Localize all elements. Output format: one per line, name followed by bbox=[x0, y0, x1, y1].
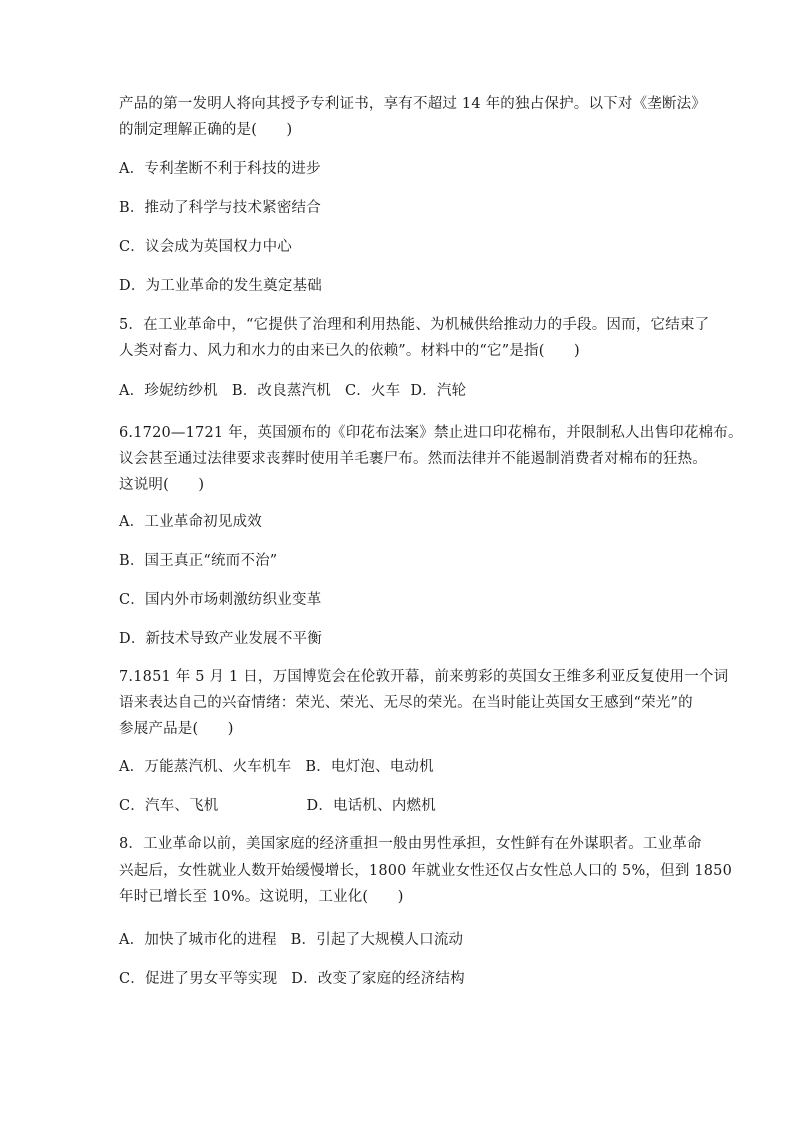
question-4-option-a: A．专利垄断不利于科技的进步 bbox=[119, 161, 321, 177]
question-8-option-a: A．加快了城市化的进程 bbox=[119, 932, 277, 948]
question-7-stem-line-1: 7.1851 年 5 月 1 日，万国博览会在伦敦开幕，前来剪彩的英国女王维多利亚反复使用一个词 bbox=[119, 669, 729, 685]
question-7-options-row-1 bbox=[119, 757, 434, 777]
question-8-option-b: B．引起了大规模人口流动 bbox=[290, 932, 464, 948]
question-5-options bbox=[119, 381, 466, 401]
question-8-stem-line-2: 兴起后，女性就业人数开始缓慢增长，1800 年就业女性还仅占女性总人口的 5%，但到 1850 bbox=[119, 863, 733, 879]
question-7-option-b: B．电灯泡、电动机 bbox=[305, 759, 434, 775]
question-5-option-b: B．改良蒸汽机 bbox=[231, 383, 331, 399]
question-4-option-d: D．为工业革命的发生奠定基础 bbox=[119, 278, 322, 294]
question-5-stem-line-2: 人类对畜力、风力和水力的由来已久的依赖”。材料中的“它”是指( ) bbox=[119, 343, 580, 359]
question-7-options-row-2 bbox=[119, 796, 436, 816]
question-6-option-c: C．国内外市场刺激纺织业变革 bbox=[119, 592, 322, 608]
question-7-option-d: D．电话机、内燃机 bbox=[306, 798, 436, 814]
question-8-option-d: D．改变了家庭的经济结构 bbox=[291, 971, 465, 987]
question-6-stem-line-1: 6.1720—1721 年，英国颁布的《印花布法案》禁止进口印花棉布，并限制私人出售印花棉布。 bbox=[119, 425, 743, 441]
question-8-stem-line-3: 年时已增长至 10%。这说明，工业化( ) bbox=[119, 889, 404, 905]
question-7-stem-line-3: 参展产品是( ) bbox=[119, 721, 234, 737]
question-7-stem-line-2: 语来表达自己的兴奋情绪：荣光、荣光、无尽的荣光。在当时能让英国女王感到“荣光”的 bbox=[119, 695, 693, 711]
question-4-option-b: B．推动了科学与技术紧密结合 bbox=[119, 200, 321, 216]
question-4-stem-line-1: 产品的第一发明人将向其授予专利证书，享有不超过 14 年的独占保护。以下对《垄断法》 bbox=[119, 96, 707, 112]
question-5-option-c: C．火车 bbox=[344, 383, 401, 399]
question-5-option-a: A．珍妮纺纱机 bbox=[119, 383, 218, 399]
question-6-option-a: A．工业革命初见成效 bbox=[119, 514, 262, 530]
question-8-stem-line-1: 8．工业革命以前，美国家庭的经济重担一般由男性承担，女性鲜有在外谋职者。工业革命 bbox=[119, 836, 702, 852]
question-5-option-d: D．汽轮 bbox=[410, 383, 467, 399]
question-6-stem-line-2: 议会甚至通过法律要求丧葬时使用羊毛裹尸布。然而法律并不能遏制消费者对棉布的狂热。 bbox=[119, 451, 707, 467]
question-7-option-a: A．万能蒸汽机、火车机车 bbox=[119, 759, 292, 775]
question-5-stem-line-1: 5．在工业革命中，“它提供了治理和利用热能、为机械供给推动力的手段。因而，它结束了 bbox=[119, 317, 710, 333]
question-8-options-row-1 bbox=[119, 930, 463, 950]
question-8-options-row-2 bbox=[119, 969, 465, 989]
question-6-stem-line-3: 这说明( ) bbox=[119, 477, 205, 493]
question-8-option-c: C．促进了男女平等实现 bbox=[119, 971, 278, 987]
question-6-option-b: B．国王真正“统而不治” bbox=[119, 553, 278, 569]
question-4-stem-line-2: 的制定理解正确的是( ) bbox=[119, 122, 293, 138]
question-4-option-c: C．议会成为英国权力中心 bbox=[119, 239, 292, 255]
question-7-option-c: C．汽车、飞机 bbox=[119, 798, 219, 814]
question-6-option-d: D．新技术导致产业发展不平衡 bbox=[119, 631, 322, 647]
